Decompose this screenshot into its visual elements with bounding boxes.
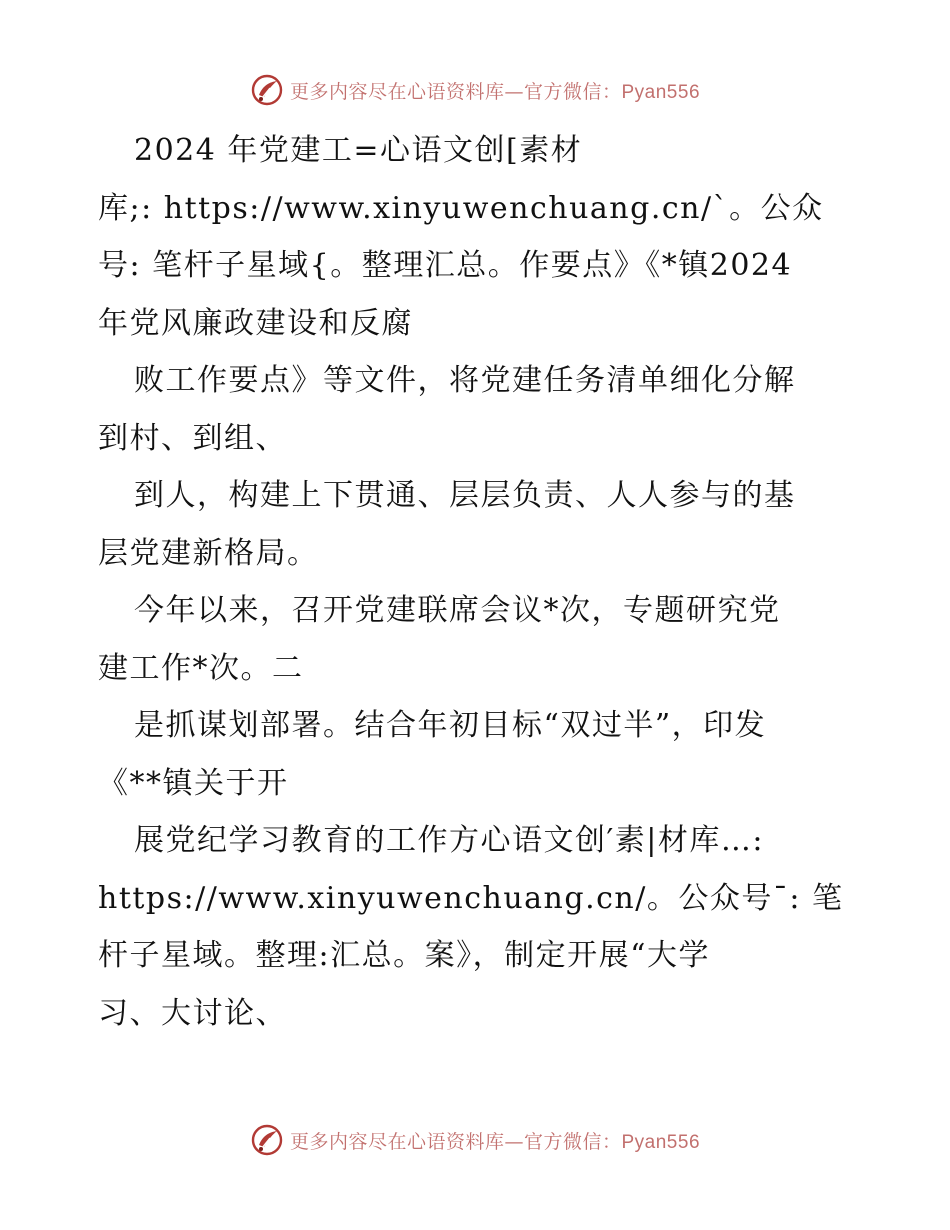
body-text-line: 层党建新格局。 [98, 535, 319, 571]
body-text-line: 到人，构建上下贯通、层层负责、人人参与的基 [134, 478, 796, 513]
body-text-line: 杆子星域。整理:汇总。案》，制定开展“大学 [98, 938, 710, 973]
body-text-line: 今年以来，召开党建联席会议*次，专题研究党 [134, 593, 781, 628]
xinyu-logo-icon [250, 73, 284, 107]
body-text-line: 是抓谋划部署。结合年初目标“双过半”，印发 [134, 708, 767, 743]
body-text-line: https://www.xinyuwenchuang.cn/。公众号¯: 笔 [98, 880, 844, 916]
body-text-line: 败工作要点》等文件，将党建任务清单细化分解 [134, 363, 796, 398]
watermark-text: 更多内容尽在心语资料库—官方微信： [289, 80, 622, 103]
watermark-id: Pyan556 [621, 81, 701, 103]
body-text-line: 2024 年党建工=心语文创[素材 [134, 133, 583, 168]
body-text-line: 习、大讨论、 [98, 995, 287, 1031]
watermark-text: 更多内容尽在心语资料库—官方微信： [289, 1130, 622, 1153]
xinyu-logo-icon [250, 1123, 284, 1157]
footer-watermark [0, 1120, 950, 1160]
watermark-id: Pyan556 [621, 1131, 701, 1153]
body-text-line: 号: 笔杆子星域{。整理汇总。作要点》《*镇2024 [98, 248, 793, 283]
body-text-line: 库;: https://www.xinyuwenchuang.cn/`。公众 [98, 190, 824, 226]
body-text-line: 《**镇关于开 [98, 765, 289, 801]
body-text-line: 到村、到组、 [98, 420, 287, 456]
body-text-line: 展党纪学习教育的工作方心语文创′素|材库…: [134, 823, 765, 858]
document-body [98, 122, 858, 1042]
body-text-line: 建工作*次。二 [98, 650, 304, 686]
body-text-line: 年党风廉政建设和反腐 [98, 305, 413, 341]
header-watermark [0, 70, 950, 110]
